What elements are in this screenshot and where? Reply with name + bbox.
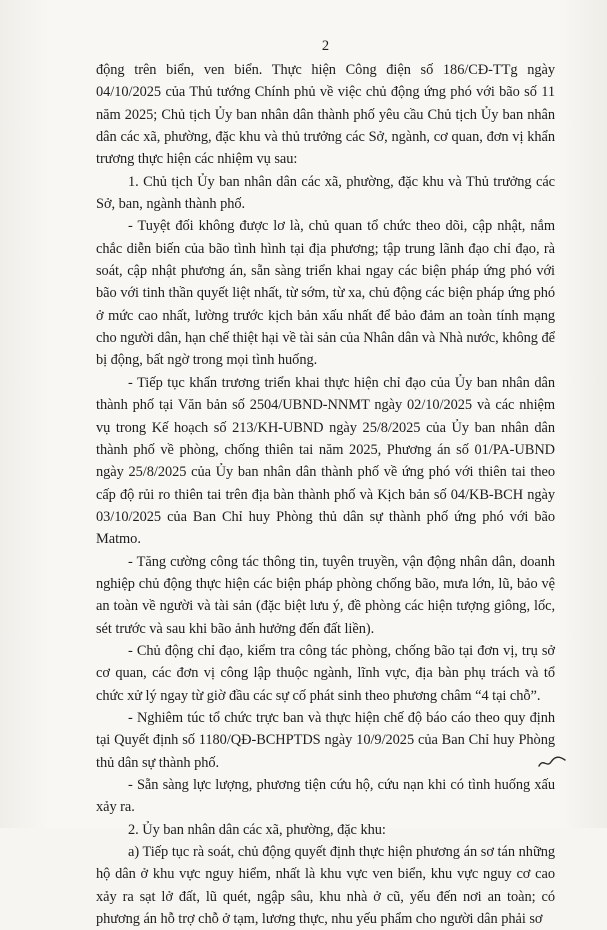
paragraph-section-2-heading: 2. Ủy ban nhân dân các xã, phường, đặc khu: [128,821,386,838]
page-number: 2 [321,38,330,54]
paragraph-item-reporting: - Nghiêm túc tổ chức trực ban và thực hiện chế độ báo cáo theo quy định tại Quyết định số 1180/QĐ-BCHPTDS ngày 10/9/2025 của Ban Chỉ huy Phòng thủ dân sự thành phố. [96,709,555,771]
document-body [96,59,555,930]
paragraph-item-communication: - Tăng cường công tác thông tin, tuyên truyền, vận động nhân dân, doanh nghiệp chủ động thực hiện các biện pháp phòng chống bão, mưa lớn, lũ, bảo vệ an toàn về người và tài sản (đặc biệt lưu ý, đề phòng các hiện tượng giông, lốc, sét trước và sau khi bão ảnh hưởng đến đất liền). [96,553,555,637]
handwritten-mark-icon [537,754,567,770]
paragraph-item-readiness: - Sẵn sàng lực lượng, phương tiện cứu hộ, cứu nạn khi có tình huống xấu xảy ra. [96,777,555,816]
paragraph-item-inspection: - Chủ động chỉ đạo, kiểm tra công tác phòng, chống bão tại đơn vị, trụ sở cơ quan, các đơn vị công lập thuộc ngành, lĩnh vực, địa bàn phụ trách và tổ chức xử lý ngay từ giờ đầu các sự cố phát sinh theo phương châm “4 tại chỗ”. [96,642,555,704]
paragraph-section-1-heading: 1. Chủ tịch Ủy ban nhân dân các xã, phường, đặc khu và Thủ trưởng các Sở, ban, ngành thành phố. [96,173,555,213]
paragraph-intro: động trên biển, ven biển. Thực hiện Công điện số 186/CĐ-TTg ngày 04/10/2025 của Thủ tướng Chính phủ về việc chủ động ứng phó với bão số 11 năm 2025; Chủ tịch Ủy ban nhân dân thành phố yêu cầu Chủ tịch Ủy ban nhân dân các xã, phường, đặc khu và thủ trưởng các Sở, ngành, cơ quan, đơn vị khẩn trương thực hiện các nhiệm vụ sau: [96,62,555,168]
paragraph-item-evacuation: a) Tiếp tục rà soát, chủ động quyết định thực hiện phương án sơ tán những hộ dân ở khu vực nguy hiểm, nhất là khu vực ven biển, khu vực nguy cơ cao xảy ra sạt lở đất, lũ quét, ngập sâu, khu nhà ở cũ, yếu đến nơi an toàn; có phương án hỗ trợ chỗ ở tạm, lương thực, nhu yếu phẩm cho người dân phải sơ [96,844,555,928]
paragraph-item-implementation: - Tiếp tục khẩn trương triển khai thực hiện chỉ đạo của Ủy ban nhân dân thành phố tại Văn bản số 2504/UBND-NNMT ngày 02/10/2025 và các nhiệm vụ trong Kế hoạch số 213/KH-UBND ngày 25/8/2025 của Ủy ban nhân dân thành phố về phòng, chống thiên tai năm 2025, Phương án số 01/PA-UBND ngày 25/8/2025 của Ủy ban nhân dân thành phố về ứng phó với thiên tai theo cấp độ rủi ro thiên tai trên địa bàn thành phố và Kịch bản số 04/KB-BCH ngày 03/10/2025 của Ban Chỉ huy Phòng thủ dân sự thành phố ứng phó với bão Matmo. [96,374,555,548]
paragraph-item-vigilance: - Tuyệt đối không được lơ là, chủ quan tổ chức theo dõi, cập nhật, nắm chắc diễn biến của bão tình hình tại địa phương; tập trung lãnh đạo chỉ đạo, rà soát, cập nhật phương án, sẵn sàng triển khai ngay các biện pháp ứng phó với bão với tinh thần quyết liệt nhất, từ sớm, từ xa, chủ động các biện pháp ứng phó ở mức cao nhất, lường trước kịch bản xấu nhất để bảo đảm an toàn tính mạng cho người dân, hạn chế thiệt hại về tài sản của Nhân dân và Nhà nước, không để bị động, bất ngờ trong mọi tình huống. [96,218,555,369]
